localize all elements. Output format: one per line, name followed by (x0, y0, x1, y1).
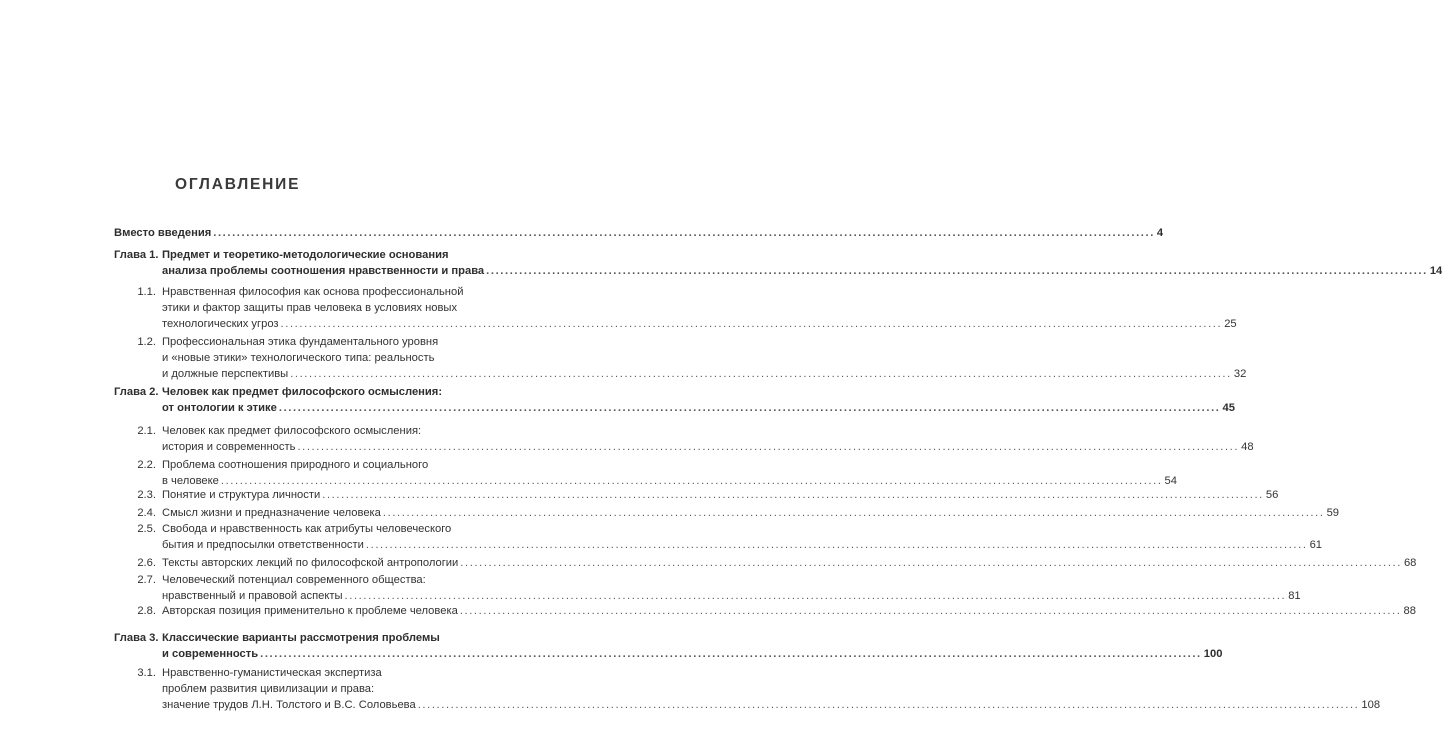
toc-entry-title-line: Проблема соотношения природного и социального (162, 459, 429, 471)
toc-entry-number: 2.3. (137, 489, 156, 501)
toc-entry-number: 1.2. (137, 336, 156, 348)
toc-entry-title-line: Смысл жизни и предназначение человека (162, 507, 381, 519)
toc-entry-number: 3.1. (137, 667, 156, 679)
dot-leader: ........................................................................................................................................................................................................ (220, 475, 1163, 487)
toc-entry-title-line: Человек как предмет философского осмысления: (162, 386, 443, 398)
toc-entry-last-line (162, 316, 1237, 332)
toc-entry-last-line (162, 487, 1279, 503)
toc-entry-title-line: и должные перспективы (162, 368, 289, 380)
toc-page-number: 14 (1429, 265, 1442, 277)
dot-leader: ........................................................................................................................................................................................................ (213, 227, 1155, 239)
toc-entry-last-line (162, 439, 1254, 455)
toc-entry-title-line: технологических угроз (162, 318, 279, 330)
toc-entry-title-line: и «новые этики» технологического типа: реальность (162, 352, 435, 364)
toc-entry-last-line (162, 537, 1323, 553)
toc-page-number: 54 (1164, 475, 1177, 487)
toc-entry-number: 2.1. (137, 425, 156, 437)
toc-page-number: 68 (1403, 557, 1417, 569)
dot-leader: ........................................................................................................................................................................................................ (459, 605, 1402, 617)
dot-leader: ........................................................................................................................................................................................................ (260, 648, 1202, 660)
toc-entry-title-line: Нравственная философия как основа профессиональной (162, 286, 464, 298)
toc-page-number: 100 (1203, 648, 1223, 660)
toc-entry-title-line: Человек как предмет философского осмысления: (162, 425, 422, 437)
dot-leader: ........................................................................................................................................................................................................ (486, 265, 1428, 277)
toc-entry-title-line: Нравственно-гуманистическая экспертиза (162, 667, 382, 679)
toc-entry-title-line: этики и фактор защиты прав человека в условиях новых (162, 302, 458, 314)
toc-chapter-entry[interactable] (162, 384, 1235, 416)
toc-page-number: 25 (1224, 318, 1237, 330)
toc-entry-last-line (162, 555, 1417, 571)
toc-chapter-entry[interactable] (114, 225, 1164, 241)
toc-section-entry[interactable] (162, 555, 1417, 571)
toc-entry-title-line: нравственный и правовой аспекты (162, 590, 343, 602)
toc-entry-last-line (162, 400, 1235, 416)
toc-entry-number: 2.2. (137, 459, 156, 471)
toc-page-number: 4 (1156, 227, 1164, 239)
toc-entry-number: Глава 3. (114, 632, 159, 644)
toc-entry-title-line: Вместо введения (114, 227, 212, 239)
toc-entry-last-line (162, 505, 1340, 521)
toc-entry-title-line: Тексты авторских лекций по философской антропологии (162, 557, 459, 569)
toc-entry-title-line: Авторская позиция применительно к проблеме человека (162, 605, 458, 617)
toc-entry-title-line: от онтологии к этике (162, 402, 277, 414)
toc-page-number: 48 (1241, 441, 1254, 453)
toc-entry-last-line (162, 646, 1223, 662)
toc-page-number: 108 (1361, 699, 1381, 711)
dot-leader: ........................................................................................................................................................................................................ (297, 441, 1240, 453)
toc-entry-number: Глава 2. (114, 386, 159, 398)
toc-section-entry[interactable] (162, 334, 1247, 382)
toc-entry-title-line: история и современность (162, 441, 296, 453)
toc-entry-title-line: и современность (162, 648, 259, 660)
toc-entry-title-line: Предмет и теоретико-методологические основания (162, 249, 449, 261)
toc-section-entry[interactable] (162, 284, 1237, 332)
toc-entry-last-line (114, 225, 1164, 241)
toc-entry-number: 2.5. (137, 523, 156, 535)
toc-entry-number: 2.4. (137, 507, 156, 519)
dot-leader: ........................................................................................................................................................................................................ (382, 507, 1325, 519)
toc-entry-last-line (162, 366, 1247, 382)
toc-entry-title-line: анализа проблемы соотношения нравственности и права (162, 265, 485, 277)
toc-page-number: 45 (1222, 402, 1235, 414)
toc-entry-number: 1.1. (137, 286, 156, 298)
toc-entry-last-line (162, 697, 1381, 713)
dot-leader: ........................................................................................................................................................................................................ (278, 402, 1221, 414)
toc-page-number: 88 (1403, 605, 1416, 617)
toc-page-number: 61 (1309, 539, 1323, 551)
toc-entry-title-line: в человеке (162, 475, 219, 487)
toc-chapter-entry[interactable] (162, 247, 1442, 279)
toc-entry-title-line: бытия и предпосылки ответственности (162, 539, 364, 551)
dot-leader: ........................................................................................................................................................................................................ (417, 699, 1360, 711)
toc-entry-title-line: проблем развития цивилизации и права: (162, 683, 375, 695)
toc-section-entry[interactable] (162, 423, 1254, 455)
toc-entry-last-line (162, 603, 1416, 619)
toc-entry-title-line: значение трудов Л.Н. Толстого и В.С. Соловьева (162, 699, 416, 711)
dot-leader: ........................................................................................................................................................................................................ (322, 489, 1264, 501)
toc-section-entry[interactable] (162, 487, 1279, 503)
dot-leader: ........................................................................................................................................................................................................ (290, 368, 1232, 380)
toc-entry-last-line (162, 263, 1442, 279)
toc-section-entry[interactable] (162, 505, 1340, 521)
toc-entry-last-line (162, 588, 1301, 604)
toc-entry-number: 2.6. (137, 557, 156, 569)
toc-page-number: 59 (1326, 507, 1340, 519)
toc-entry-title-line: Понятие и структура личности (162, 489, 321, 501)
dot-leader: ........................................................................................................................................................................................................ (365, 539, 1308, 551)
toc-title: ОГЛАВЛЕНИЕ (175, 176, 301, 193)
toc-entry-title-line: Профессиональная этика фундаментального уровня (162, 336, 439, 348)
toc-entry-number: 2.8. (137, 605, 156, 617)
toc-entry-number: Глава 1. (114, 249, 159, 261)
toc-page-number: 32 (1233, 368, 1247, 380)
dot-leader: ........................................................................................................................................................................................................ (280, 318, 1223, 330)
toc-chapter-entry[interactable] (162, 630, 1223, 662)
toc-entry-title-line: Свобода и нравственность как атрибуты человеческого (162, 523, 452, 535)
toc-section-entry[interactable] (162, 665, 1381, 713)
toc-entry-number: 2.7. (137, 574, 156, 586)
toc-section-entry[interactable] (162, 603, 1416, 619)
toc-page-number: 56 (1265, 489, 1279, 501)
toc-entry-title-line: Классические варианты рассмотрения проблемы (162, 632, 440, 644)
toc-page-number: 81 (1288, 590, 1301, 602)
dot-leader: ........................................................................................................................................................................................................ (344, 590, 1287, 602)
dot-leader: ........................................................................................................................................................................................................ (460, 557, 1402, 569)
toc-entry-title-line: Человеческий потенциал современного общества: (162, 574, 426, 586)
toc-section-entry[interactable] (162, 457, 1177, 489)
toc-section-entry[interactable] (162, 521, 1323, 553)
toc-section-entry[interactable] (162, 572, 1301, 604)
